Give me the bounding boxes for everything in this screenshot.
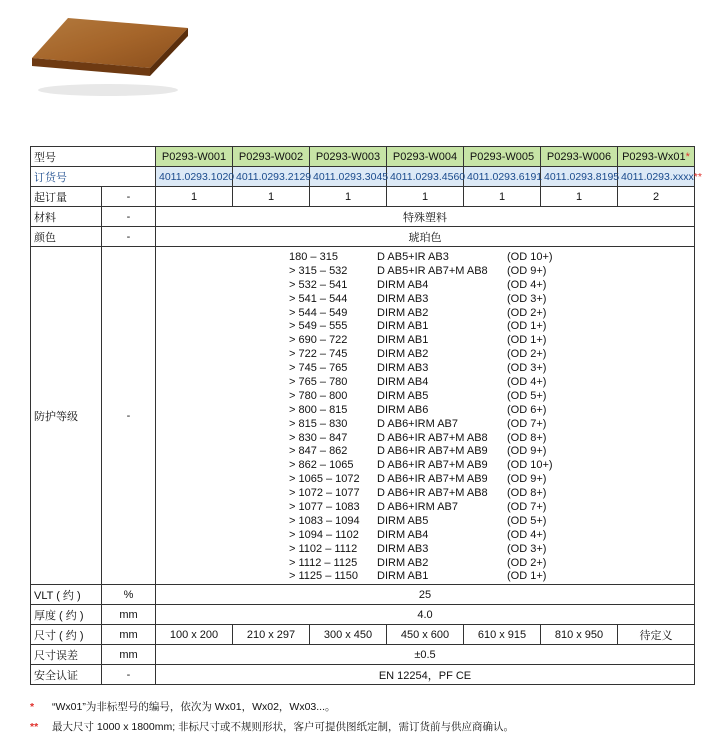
spec-table [30, 146, 702, 685]
model-cell: P0293-W005 [464, 147, 541, 167]
order-number-custom [618, 167, 702, 187]
size-label: 尺寸 ( 约 ) [31, 625, 102, 645]
protection-level-row [159, 334, 691, 348]
protection-level-row [159, 418, 691, 432]
wavelength-range: > 847 – 862 [289, 445, 348, 458]
wavelength-range: > 862 – 1065 [289, 459, 354, 472]
optical-density: (OD 10+) [507, 459, 553, 472]
material-label: 材料 [31, 207, 102, 227]
filter-code: D AB5+IR AB3 [377, 251, 449, 263]
unit-cell: - [102, 247, 156, 585]
filter-code: DIRM AB3 [377, 542, 429, 555]
protection-level-row [159, 293, 691, 307]
wavelength-range: > 1094 – 1102 [289, 528, 359, 541]
wavelength-range: > 1112 – 1125 [289, 556, 358, 569]
wavelength-range: > 544 – 549 [289, 306, 348, 319]
min-qty-value: 1 [464, 187, 541, 207]
footnote-mark: ** [30, 721, 39, 733]
wavelength-range: > 1072 – 1077 [289, 487, 360, 500]
min-qty-value: 2 [618, 187, 695, 207]
optical-density: (OD 4+) [507, 278, 547, 291]
wavelength-range: 180 – 315 [289, 251, 338, 263]
optical-density: (OD 5+) [507, 389, 547, 402]
unit-cell: - [102, 187, 156, 207]
model-row [31, 147, 695, 167]
wavelength-range: > 800 – 815 [289, 403, 348, 416]
certification-value: EN 12254，PF CE [156, 665, 695, 685]
filter-code: D AB6+IR AB7+M AB9 [377, 459, 488, 472]
filter-code: D AB6+IRM AB7 [377, 501, 459, 514]
optical-density: (OD 7+) [507, 417, 547, 430]
wavelength-range: > 1125 – 1150 [289, 570, 359, 583]
vlt-label: VLT ( 约 ) [31, 585, 102, 605]
model-label: 型号 [31, 147, 156, 167]
color-value: 琥珀色 [156, 227, 695, 247]
footnote-mark: * [685, 150, 690, 163]
size-row [31, 625, 695, 645]
protection-level-row [159, 362, 691, 376]
vlt-row [31, 585, 695, 605]
unit-cell: mm [102, 625, 156, 645]
model-cell-custom [618, 147, 695, 167]
protection-level-row [159, 432, 691, 446]
filter-code: DIRM AB4 [377, 278, 429, 291]
size-value: 待定义 [618, 625, 695, 645]
optical-density: (OD 1+) [507, 320, 547, 333]
protection-level-row [159, 279, 691, 293]
protection-level-row [159, 445, 691, 459]
wavelength-range: > 745 – 765 [289, 362, 348, 375]
protection-level-row [159, 487, 691, 501]
protection-level-row [159, 459, 691, 473]
filter-code: DIRM AB1 [377, 320, 429, 333]
size-value: 300 x 450 [310, 625, 387, 645]
optical-density: (OD 3+) [507, 292, 547, 305]
unit-cell: mm [102, 645, 156, 665]
wavelength-range: > 722 – 745 [289, 348, 348, 361]
protection-level-row [159, 265, 691, 279]
tolerance-label: 尺寸误差 [31, 645, 102, 665]
optical-density: (OD 1+) [507, 570, 547, 583]
order-number: 4011.0293.8195 [541, 167, 618, 187]
filter-code: DIRM AB2 [377, 306, 429, 319]
filter-code: D AB5+IR AB7+M AB8 [377, 264, 488, 277]
filter-code: D AB6+IR AB7+M AB8 [377, 487, 488, 500]
optical-density: (OD 1+) [507, 334, 547, 347]
product-image [30, 8, 190, 98]
footnote-mark: ** [693, 170, 702, 183]
optical-density: (OD 9+) [507, 445, 547, 458]
filter-code: D AB6+IRM AB7 [377, 417, 459, 430]
size-value: 450 x 600 [387, 625, 464, 645]
filter-code: DIRM AB1 [377, 570, 429, 583]
protection-level-row [159, 376, 691, 390]
thickness-label: 厚度 ( 约 ) [31, 605, 102, 625]
filter-code: DIRM AB5 [377, 514, 429, 527]
protection-level-row [159, 307, 691, 321]
vlt-value: 25 [156, 585, 695, 605]
optical-density: (OD 9+) [507, 473, 547, 486]
wavelength-range: > 1083 – 1094 [289, 514, 360, 527]
order-row [31, 167, 695, 187]
min-qty-value: 1 [233, 187, 310, 207]
optical-density: (OD 2+) [507, 556, 547, 569]
wavelength-range: > 315 – 532 [289, 264, 348, 277]
order-number: 4011.0293.6191 [464, 167, 541, 187]
material-row [31, 207, 695, 227]
protection-level-row [159, 557, 691, 571]
min-qty-value: 1 [541, 187, 618, 207]
size-value: 810 x 950 [541, 625, 618, 645]
filter-code: DIRM AB4 [377, 376, 429, 389]
protection-list [159, 247, 691, 584]
filter-code: DIRM AB3 [377, 292, 429, 305]
protection-level-row [159, 320, 691, 334]
unit-cell: - [102, 227, 156, 247]
footnote-mark: * [30, 701, 35, 713]
model-cell: P0293-W004 [387, 147, 464, 167]
protection-row [31, 247, 695, 585]
tolerance-value: ±0.5 [156, 645, 695, 665]
wavelength-range: > 780 – 800 [289, 389, 348, 402]
thickness-value: 4.0 [156, 605, 695, 625]
protection-level-row [159, 473, 691, 487]
certification-label: 安全认证 [31, 665, 102, 685]
optical-density: (OD 4+) [507, 528, 547, 541]
filter-code: DIRM AB2 [377, 348, 429, 361]
filter-code: D AB6+IR AB7+M AB8 [377, 431, 488, 444]
wavelength-range: > 532 – 541 [289, 278, 348, 291]
color-label: 颜色 [31, 227, 102, 247]
model-text: P0293-Wx01 [622, 150, 686, 163]
filter-code: DIRM AB5 [377, 389, 429, 402]
protection-label: 防护等级 [31, 247, 102, 585]
wavelength-range: > 1077 – 1083 [289, 501, 360, 514]
tolerance-row [31, 645, 695, 665]
material-value: 特殊塑料 [156, 207, 695, 227]
order-number: 4011.0293.1020 [156, 167, 233, 187]
filter-code: DIRM AB1 [377, 334, 429, 347]
optical-density: (OD 9+) [507, 264, 547, 277]
footnote-text: “Wx01”为非标型号的编号，依次为 Wx01，Wx02，Wx03...。 [52, 701, 336, 713]
filter-code: DIRM AB4 [377, 528, 429, 541]
unit-cell: - [102, 665, 156, 685]
min-qty-row [31, 187, 695, 207]
footnote [30, 697, 710, 717]
unit-cell: - [102, 207, 156, 227]
filter-code: D AB6+IR AB7+M AB9 [377, 445, 488, 458]
filter-code: DIRM AB6 [377, 403, 429, 416]
order-label: 订货号 [31, 167, 156, 187]
order-number: 4011.0293.2129 [233, 167, 310, 187]
filter-code: D AB6+IR AB7+M AB9 [377, 473, 488, 486]
wavelength-range: > 765 – 780 [289, 376, 348, 389]
certification-row [31, 665, 695, 685]
optical-density: (OD 6+) [507, 403, 547, 416]
filter-code: DIRM AB2 [377, 556, 429, 569]
min-qty-label: 起订量 [31, 187, 102, 207]
footnotes [30, 697, 710, 737]
order-number: 4011.0293.4560 [387, 167, 464, 187]
wavelength-range: > 815 – 830 [289, 417, 348, 430]
size-value: 210 x 297 [233, 625, 310, 645]
wavelength-range: > 690 – 722 [289, 334, 348, 347]
color-row [31, 227, 695, 247]
protection-level-row [159, 404, 691, 418]
protection-level-row [159, 515, 691, 529]
model-cell: P0293-W002 [233, 147, 310, 167]
optical-density: (OD 8+) [507, 487, 547, 500]
optical-density: (OD 2+) [507, 348, 547, 361]
footnote [30, 717, 710, 737]
footnote-text: 最大尺寸 1000 x 1800mm; 非标尺寸或不规则形状，客户可提供图纸定制，需订货前与供应商确认。 [52, 721, 515, 733]
wavelength-range: > 1102 – 1112 [289, 542, 358, 555]
protection-level-row [159, 529, 691, 543]
protection-level-row [159, 390, 691, 404]
min-qty-value: 1 [156, 187, 233, 207]
order-number: 4011.0293.3045 [310, 167, 387, 187]
optical-density: (OD 4+) [507, 376, 547, 389]
model-cell: P0293-W006 [541, 147, 618, 167]
order-text: 4011.0293.xxxx [621, 170, 694, 183]
unit-cell: mm [102, 605, 156, 625]
optical-density: (OD 3+) [507, 362, 547, 375]
optical-density: (OD 8+) [507, 431, 547, 444]
optical-density: (OD 10+) [507, 251, 553, 263]
wavelength-range: > 1065 – 1072 [289, 473, 360, 486]
thickness-row [31, 605, 695, 625]
unit-cell: % [102, 585, 156, 605]
protection-level-row [159, 251, 691, 265]
optical-density: (OD 2+) [507, 306, 547, 319]
wavelength-range: > 830 – 847 [289, 431, 348, 444]
model-cell: P0293-W001 [156, 147, 233, 167]
optical-density: (OD 3+) [507, 542, 547, 555]
protection-level-row [159, 501, 691, 515]
model-cell: P0293-W003 [310, 147, 387, 167]
protection-level-row [159, 348, 691, 362]
protection-level-row [159, 570, 691, 584]
wavelength-range: > 541 – 544 [289, 292, 348, 305]
filter-code: DIRM AB3 [377, 362, 429, 375]
min-qty-value: 1 [387, 187, 464, 207]
protection-cell [156, 247, 695, 585]
wavelength-range: > 549 – 555 [289, 320, 348, 333]
optical-density: (OD 7+) [507, 501, 547, 514]
size-value: 100 x 200 [156, 625, 233, 645]
min-qty-value: 1 [310, 187, 387, 207]
optical-density: (OD 5+) [507, 514, 547, 527]
protection-level-row [159, 543, 691, 557]
size-value: 610 x 915 [464, 625, 541, 645]
